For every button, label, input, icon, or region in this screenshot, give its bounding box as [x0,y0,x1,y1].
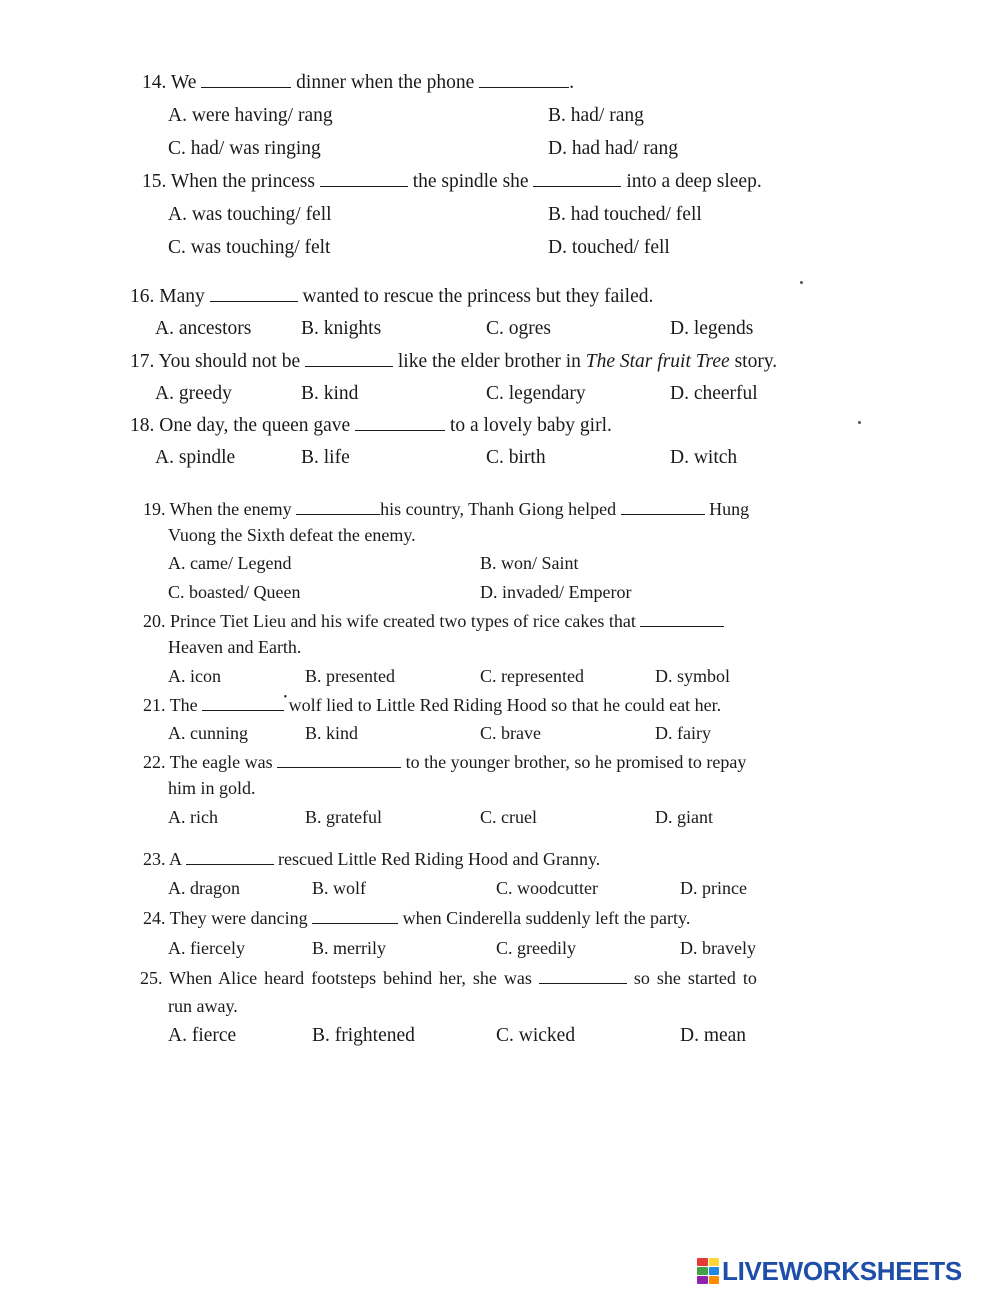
option-d: D. had had/ rang [548,138,678,159]
question-text: so she started to [626,968,757,988]
question-19 [143,497,749,521]
question-text: to a lovely baby girl. [445,415,612,436]
option-c: C. greedily [496,938,576,958]
liveworksheets-logo[interactable] [697,1256,962,1286]
answer-blank[interactable] [533,170,621,187]
option-d: D. mean [680,1025,747,1046]
question-text: 20. Prince Tiet Lieu and his wife created two types of rice cakes that [143,611,641,631]
answer-blank[interactable] [277,751,401,768]
question-text: 19. When the enemy [143,499,297,519]
option-a: A. was touching/ fell [168,204,332,225]
option-a: A. ancestors [155,318,252,339]
option-b: B. grateful [305,807,382,827]
question-text: rescued Little Red Riding Hood and Granny. [273,849,601,869]
question-text: like the elder brother in [393,351,586,372]
option-c: C. was touching/ felt [168,237,331,258]
option-a: A. spindle [155,447,236,468]
answer-blank[interactable] [355,414,445,431]
option-d: D. legends [670,318,754,339]
option-b: B. frightened [312,1025,415,1046]
question-20 [143,609,724,633]
logo-tile [697,1267,708,1275]
question-text: into a deep sleep. [621,171,762,192]
option-b: B. kind [305,723,359,743]
question-text: . [569,72,575,93]
question-15 [142,170,762,194]
option-d: D. prince [680,878,747,898]
option-b: B. wolf [312,878,366,898]
question-text: his country, Thanh Giong helped [380,499,621,519]
answer-blank[interactable] [320,170,408,187]
question-text: 17. You should not be [130,351,305,372]
option-d: D. symbol [655,666,731,686]
logo-tile [709,1276,720,1284]
question-text: the spindle she [407,171,534,192]
question-text: Hung [704,499,750,519]
option-a: A. cunning [168,723,248,743]
option-d: D. giant [655,807,713,827]
option-d: D. invaded/ Emperor [480,582,632,602]
logo-tile [697,1258,708,1266]
question-22 [143,750,746,774]
option-a: A. came/ Legend [168,553,292,573]
question-17 [130,350,777,374]
scan-speck [858,421,861,424]
option-c: C. had/ was ringing [168,138,321,159]
option-c: C. woodcutter [496,878,598,898]
option-b: B. life [301,447,350,468]
question-text: when Cinderella suddenly left the party. [398,908,691,928]
option-c: C. wicked [496,1025,576,1046]
question-16 [130,285,653,309]
answer-blank[interactable] [186,848,274,865]
option-c: C. legendary [486,383,586,404]
question-continuation: Vuong the Sixth defeat the enemy. [168,525,416,545]
answer-blank[interactable] [305,350,393,367]
option-c: C. represented [480,666,584,686]
question-continuation: Heaven and Earth. [168,637,302,657]
option-a: A. greedy [155,383,232,404]
question-text: wanted to rescue the princess but they failed. [297,286,654,307]
option-a: A. fierce [168,1025,237,1046]
question-text: 24. They were dancing [143,908,313,928]
option-b: B. had/ rang [548,105,644,126]
answer-blank[interactable] [539,967,627,984]
option-b: B. merrily [312,938,386,958]
answer-blank[interactable] [296,498,380,515]
question-text: 25. When Alice heard footsteps behind her, she was [140,968,539,988]
logo-tiles-icon [697,1258,719,1284]
option-a: A. icon [168,666,221,686]
option-c: C. cruel [480,807,537,827]
option-c: C. boasted/ Queen [168,582,301,602]
question-text: wolf lied to Little Red Riding Hood so that he could eat her. [284,695,722,715]
question-text: 18. One day, the queen gave [130,415,356,436]
option-b: B. had touched/ fell [548,204,702,225]
option-d: D. touched/ fell [548,237,670,258]
question-text: 16. Many [130,286,210,307]
option-d: D. fairy [655,723,711,743]
answer-blank[interactable] [640,610,724,627]
option-d: D. cheerful [670,383,758,404]
question-18 [130,414,612,438]
option-d: D. witch [670,447,738,468]
answer-blank[interactable] [479,71,569,88]
logo-tile [709,1258,720,1266]
question-21 [143,693,721,717]
answer-blank[interactable] [210,285,298,302]
logo-tile [697,1276,708,1284]
option-c: C. brave [480,723,541,743]
question-23 [143,847,600,871]
option-b: B. knights [301,318,382,339]
logo-tile [709,1267,720,1275]
question-text: 15. When the princess [142,171,320,192]
answer-blank[interactable] [312,907,398,924]
option-b: B. presented [305,666,395,686]
option-b: B. kind [301,383,359,404]
option-c: C. ogres [486,318,551,339]
question-text: story. [729,351,778,372]
answer-blank[interactable] [621,498,705,515]
story-title: The Star fruit Tree [585,351,730,372]
question-text: 22. The eagle was [143,752,278,772]
question-14 [142,71,574,95]
option-a: A. fiercely [168,938,245,958]
option-c: C. birth [486,447,546,468]
question-text: 14. We [142,72,202,93]
question-25 [140,966,757,990]
question-text: to the younger brother, so he promised to repay [401,752,747,772]
option-a: A. rich [168,807,218,827]
option-a: A. were having/ rang [168,105,333,126]
question-continuation: him in gold. [168,778,256,798]
logo-text: LIVEWORKSHEETS [722,1256,962,1286]
option-b: B. won/ Saint [480,553,579,573]
option-a: A. dragon [168,878,240,898]
answer-blank[interactable] [202,694,284,711]
question-text: dinner when the phone [291,72,480,93]
question-text: 23. A [143,849,186,869]
question-24 [143,906,690,930]
question-text: 21. The [143,695,203,715]
scan-speck [800,281,803,284]
option-d: D. bravely [680,938,756,958]
answer-blank[interactable] [201,71,291,88]
question-continuation: run away. [168,996,238,1016]
